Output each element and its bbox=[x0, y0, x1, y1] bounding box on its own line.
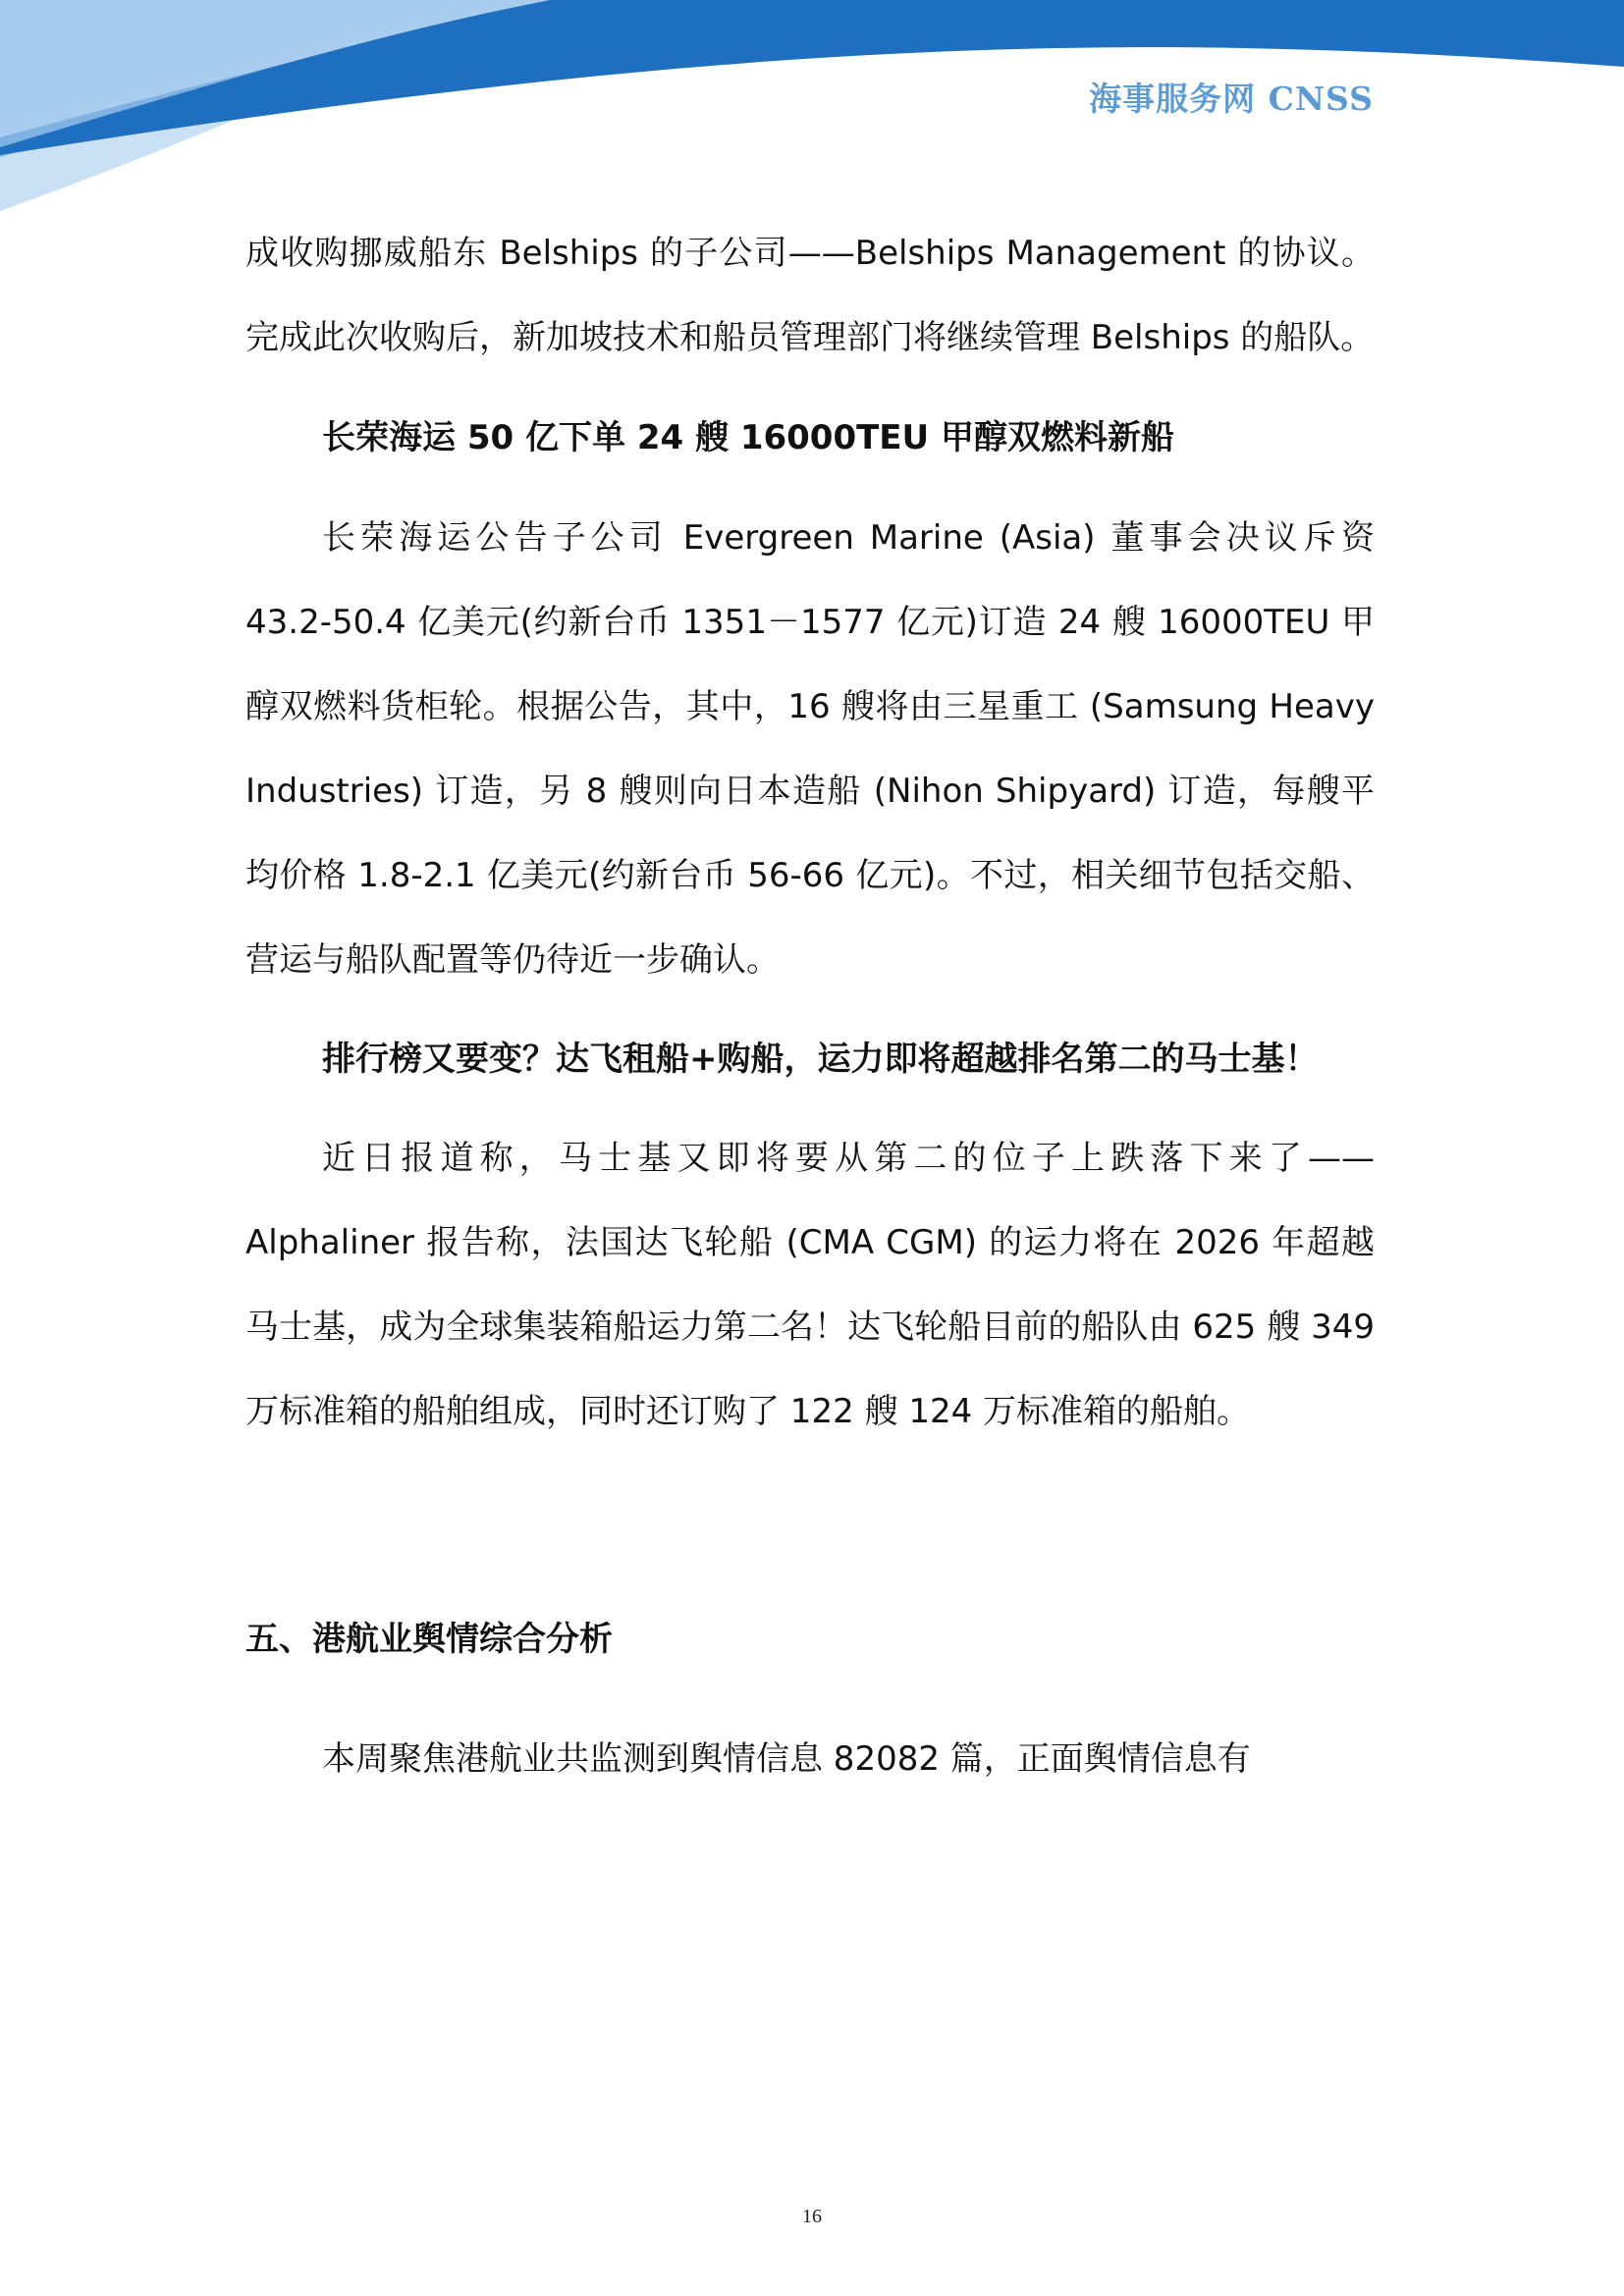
news-heading-evergreen: 长荣海运 50 亿下单 24 艘 16000TEU 甲醇双燃料新船 bbox=[322, 418, 1174, 457]
paragraph-cma-cgm: 近日报道称，马士基又即将要从第二的位子上跌落下来了——Alphaliner 报告称，法国达飞轮船 (CMA CGM) 的运力将在 2026 年超越马士基，成为全球集装箱船运力第二名！达飞轮船目前的船队由 625 艘 349 万标准箱的船舶组成，同时还订购了 122 艘 124 万标准箱的船舶。 bbox=[245, 1139, 1375, 1431]
document-body bbox=[245, 211, 1375, 1801]
paragraph-belships: 成收购挪威船东 Belships 的子公司——Belships Management 的协议。完成此次收购后，新加坡技术和船员管理部门将继续管理 Belships 的船队。 bbox=[245, 234, 1375, 357]
page-number: 16 bbox=[802, 2206, 822, 2227]
section-title-five: 五、港航业舆情综合分析 bbox=[245, 1620, 613, 1659]
paragraph-section-five: 本周聚焦港航业共监测到舆情信息 82082 篇，正面舆情信息有 bbox=[322, 1739, 1251, 1779]
paragraph-evergreen: 长荣海运公告子公司 Evergreen Marine (Asia) 董事会决议斥资 43.2-50.4 亿美元(约新台币 1351－1577 亿元)订造 24 艘 16000TEU 甲醇双燃料货柜轮。根据公告，其中，16 艘将由三星重工 (Samsung Heavy Industries) 订造，另 8 艘则向日本造船 (Nihon Shipyard) 订造，每艘平均价格 1.8-2.1 亿美元(约新台币 56-66 亿元)。不过，相关细节包括交船、营运与船队配置等仍待近一步确认。 bbox=[245, 518, 1375, 980]
brand-logo-text: 海事服务网 CNSS bbox=[1089, 80, 1374, 118]
news-heading-cma-cgm: 排行榜又要变？达飞租船+购船，运力即将超越排名第二的马士基！ bbox=[322, 1040, 1319, 1079]
